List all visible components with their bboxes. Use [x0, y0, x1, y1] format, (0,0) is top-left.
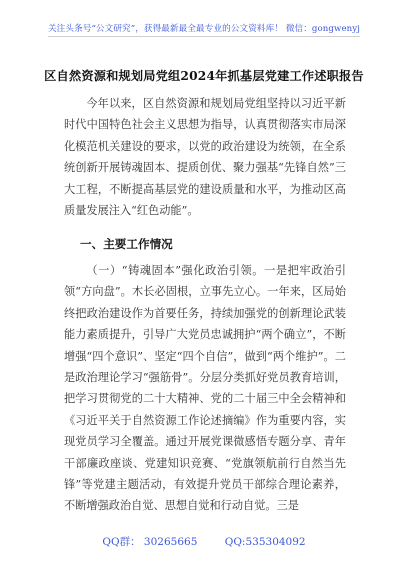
section-paragraph: （一）“铸魂固本”强化政治引领。一是把牢政治引领“方向盘”。木长必固根，立事先立心。一年来，区局始终把政治建设作为首要任务，持续加强党的创新理论武装能力素质提升，引导广大党员忠诚拥护“两个确立”，不断增强“四个意识”、坚定“四个自信”，做到“两个维护”。二是政治理论学习“强筋骨”。分层分类抓好党员教育培训，把学习贯彻党的二十大精神、党的二十届三中全会精神和《习近平关于自然资源工作论述摘编》作为重要内容，实现党员学习全覆盖。通过开展党课微感悟专题分享、青年干部廉政座谈、党建知识竞赛、“党旗领航前行自然当先锋”等党建主题活动，有效提升党员干部综合理论素养，不断增强政治自觉、思想自觉和行动自觉。三是: [64, 264, 346, 513]
footer-qq-group: QQ群： 30265665: [102, 536, 198, 548]
footer-qq-contact: QQ:535304092: [224, 536, 306, 548]
intro-paragraph: 今年以来，区自然资源和规划局党组坚持以习近平新时代中国特色社会主义思想为指导，认真贯彻落实市局深化模范机关建设的要求，以党的政治建设为统领，在全系统创新开展铸魂固本、提质创优、聚力强基“先锋自然”三大工程，不断提高基层党的建设质量和水平，为推动区高质量发展注入“红色动能”。: [64, 97, 346, 218]
page-footer: [0, 534, 408, 549]
section-heading: 一、主要工作情况: [80, 237, 173, 251]
document-title: 区自然资源和规划局党组2024年抓基层党建工作述职报告: [44, 69, 364, 83]
header-divider: [48, 36, 360, 37]
page-header: [0, 0, 408, 64]
header-promo-text: 关注头条号“公文研究”，获得最新最全最专业的公文资料库！ 微信：gongwenyj: [47, 24, 361, 34]
